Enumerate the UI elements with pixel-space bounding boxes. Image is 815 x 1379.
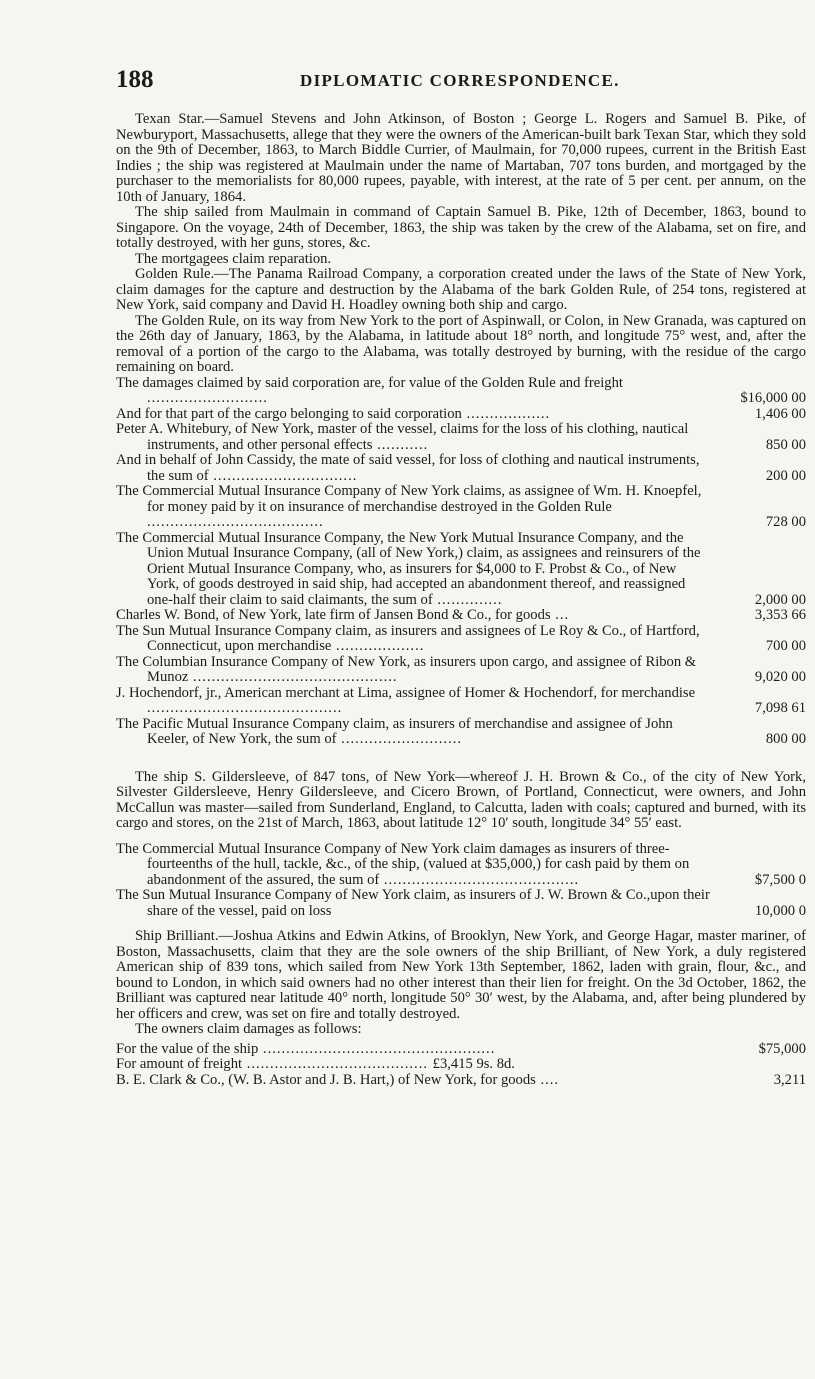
claim-text: The Commercial Mutual Insurance Company of New York claims, as assignee of Wm. H. Knoepfel, for money paid by it on insurance of merchandise destroyed in the Golden Rule (116, 483, 702, 515)
dot-leader: .......................... (147, 390, 268, 406)
claim-row (116, 717, 806, 748)
running-title: DIPLOMATIC CORRESPONDENCE. (300, 71, 620, 90)
claim-row (116, 608, 806, 624)
dot-leader: ....................................... (242, 1056, 433, 1072)
dot-leader: ...................................... (147, 514, 324, 530)
claim-text: And in behalf of John Cassidy, the mate of said vessel, for loss of clothing and nautical instruments, the sum of (116, 452, 700, 484)
claim-row (116, 686, 806, 717)
claim-row (116, 888, 806, 919)
claim-text: For the value of the ship (116, 1040, 259, 1057)
dot-leader: .... (535, 1071, 560, 1088)
claim-amount: 2,000 00 (754, 591, 806, 608)
golden-rule-claims-table (116, 376, 806, 748)
claim-row (116, 407, 806, 423)
claim-row (116, 1042, 806, 1058)
claim-amount: 10,000 0 (754, 902, 806, 919)
dot-leader: ........... (372, 436, 429, 453)
claim-row (116, 624, 806, 655)
claim-amount: 9,020 00 (754, 669, 806, 685)
claim-row (116, 376, 806, 407)
claim-text: The Sun Mutual Insurance Company claim, as insurers and assignees of Le Roy & Co., of Hartford, Connecticut, upon merchandise (116, 622, 700, 654)
brilliant-claims-table (116, 1042, 806, 1089)
claim-row (116, 655, 806, 686)
claim-text: For amount of freight (116, 1056, 243, 1072)
claim-amount: 700 00 (765, 638, 806, 654)
page-number: 188 (116, 66, 154, 93)
claim-row (116, 1057, 806, 1073)
claim-amount: 800 00 (765, 731, 806, 747)
claim-row (116, 453, 806, 484)
claim-text: Charles W. Bond, of New York, late firm of Jansen Bond & Co., for goods (116, 607, 551, 623)
claim-sterling-amount: £3,415 9s. 8d. (432, 1056, 515, 1072)
claim-amount: 850 00 (765, 436, 806, 453)
texan-star-paragraph-3: The mortgagees claim reparation. (135, 250, 332, 267)
dot-leader: ................... (331, 638, 425, 654)
claim-text: The Columbian Insurance Company of New York, as insurers upon cargo, and assignee of Ribon & Munoz (116, 653, 697, 685)
golden-rule-paragraph-1: Golden Rule.—The Panama Railroad Company, a corporation created under the laws of the State of New York, claim damages for the capture and destruction by the Alabama of the bark Golden Rule, of 254 tons, registered at New York, said company and David H. Hoadley owning both ship and cargo. (116, 266, 806, 313)
claim-text: Peter A. Whitebury, of New York, master of the vessel, claims for the loss of his clothing, nautical instruments, and other personal effects (116, 421, 689, 453)
claim-row (116, 484, 806, 531)
claim-text: The Sun Mutual Insurance Company of New York claim, as insurers of J. W. Brown & Co.,upon their share of the vessel, paid on loss (116, 887, 710, 919)
page-header (116, 66, 806, 100)
page-body (116, 112, 806, 1088)
texan-star-paragraph-2: The ship sailed from Maulmain in command of Captain Samuel B. Pike, 12th of December, 1863, bound to Singapore. On the voyage, 24th of December, 1863, the ship was taken by the crew of the Alabama, set on fire, and totally destroyed, with her guns, stores, &c. (116, 204, 806, 251)
claim-amount: $16,000 00 (740, 390, 806, 406)
dot-leader: .............. (432, 591, 503, 608)
claim-row (116, 842, 806, 889)
dot-leader: ... (550, 607, 570, 623)
dot-leader: .......................................... (379, 871, 580, 888)
claim-row (116, 531, 806, 609)
claim-amount: 728 00 (765, 514, 806, 530)
claim-amount: $7,500 0 (754, 871, 806, 888)
claim-amount: 1,406 00 (754, 405, 806, 422)
claim-amount: 7,098 61 (754, 700, 806, 716)
dot-leader: .................................................. (258, 1040, 496, 1057)
claim-amount (710, 1057, 806, 1073)
brilliant-paragraph-1: Ship Brilliant.—Joshua Atkins and Edwin Atkins, of Brooklyn, New York, and George Hagar, master mariner, of Boston, Massachusetts, claim that they are the sole owners of the ship Brilliant, of New York, a duly registered American ship of 839 tons, which sailed from New York 13th September, 1862, laden with grain, flour, &c., and bound to London, in which said owners had no other interest than their lien for freight. On the 3d October, 1862, the Brilliant was captured near latitude 40° north, longitude 50° 30′ west, by the Alabama, and, after being plundered by her officers and crew, was set on fire and totally destroyed. (116, 928, 806, 1022)
dot-leader: .......................................... (147, 700, 343, 716)
claim-text: The Pacific Mutual Insurance Company claim, as insurers of merchandise and assignee of John Keeler, of New York, the sum of (116, 715, 673, 747)
dot-leader: .................. (461, 405, 551, 422)
section-spacer (116, 748, 806, 770)
brilliant-paragraph-2: The owners claim damages as follows: (135, 1021, 362, 1037)
claim-amount: 200 00 (765, 467, 806, 484)
dot-leader: .......................... (336, 731, 463, 747)
claim-row (116, 422, 806, 453)
claim-amount: $75,000 (758, 1040, 806, 1057)
gildersleeve-claims-table (116, 842, 806, 920)
claim-text: J. Hochendorf, jr., American merchant at Lima, assignee of Homer & Hochendorf, for merchandise (116, 684, 696, 701)
texan-star-paragraph-1: Texan Star.—Samuel Stevens and John Atkinson, of Boston ; George L. Rogers and Samuel B. Pike, of Newburyport, Massachusetts, allege that they were the owners of the American-built bark Texan Star, which they sold on the 9th of December, 1863, to March Biddle Currier, of Maulmain, for 70,000 rupees, current in the British East Indies ; the ship was registered at Maulmain under the name of Martaban, 707 tons burden, and mortgaged by the purchaser to the memorialists for 80,000 rupees, payable, with interest, at the rate of 5 per cent. per annum, on the 10th of January, 1864. (116, 111, 806, 205)
claim-row (116, 1073, 806, 1089)
dot-leader: ............................... (208, 467, 358, 484)
claim-text: The Commercial Mutual Insurance Company of New York claim damages as insurers of three-fourteenths of the hull, tackle, &c., of the ship, (valued at $35,000,) for cash paid by them on abandonment of the assured, the sum of (116, 840, 690, 888)
gildersleeve-paragraph-1: The ship S. Gildersleeve, of 847 tons, of New York—whereof J. H. Brown & Co., of the city of New York, Silvester Gildersleeve, Henry Gildersleeve, and Cicero Brown, of Portland, Connecticut, were owners, and John McCallun was master—sailed from Sunderland, England, to Calcutta, laden with coals; captured and burned, with its cargo and stores, on the 21st of March, 1863, about latitude 12° 10′ south, longitude 34° 55′ east. (116, 768, 806, 831)
claim-amount: 3,353 66 (754, 607, 806, 623)
claim-text: And for that part of the cargo belonging to said corporation (116, 405, 462, 422)
claim-text: The damages claimed by said corporation are, for value of the Golden Rule and freight (116, 374, 623, 391)
dot-leader: ............................................ (188, 669, 398, 685)
claim-text: B. E. Clark & Co., (W. B. Astor and J. B. Hart,) of New York, for goods (116, 1071, 536, 1088)
golden-rule-paragraph-2: The Golden Rule, on its way from New York to the port of Aspinwall, or Colon, in New Granada, was captured on the 26th day of January, 1863, by the Alabama, in latitude about 18° north, and longitude 75° west, and, after the removal of a portion of the cargo to the Alabama, was totally destroyed by burning, with the residue of the cargo remaining on board. (116, 312, 806, 375)
claim-text: The Commercial Mutual Insurance Company, the New York Mutual Insurance Company, and the Union Mutual Insurance Company, (all of New York,) claim, as assignees and reinsurers of the Orient Mutual Insurance Company, who, as insurers for $4,000 to F. Probst & Co., of New York, of goods destroyed in said ship, had accepted an abandonment thereof, and reassigned one-half their claim to said claimants, the sum of (116, 529, 701, 608)
claim-amount: 3,211 (773, 1071, 806, 1088)
